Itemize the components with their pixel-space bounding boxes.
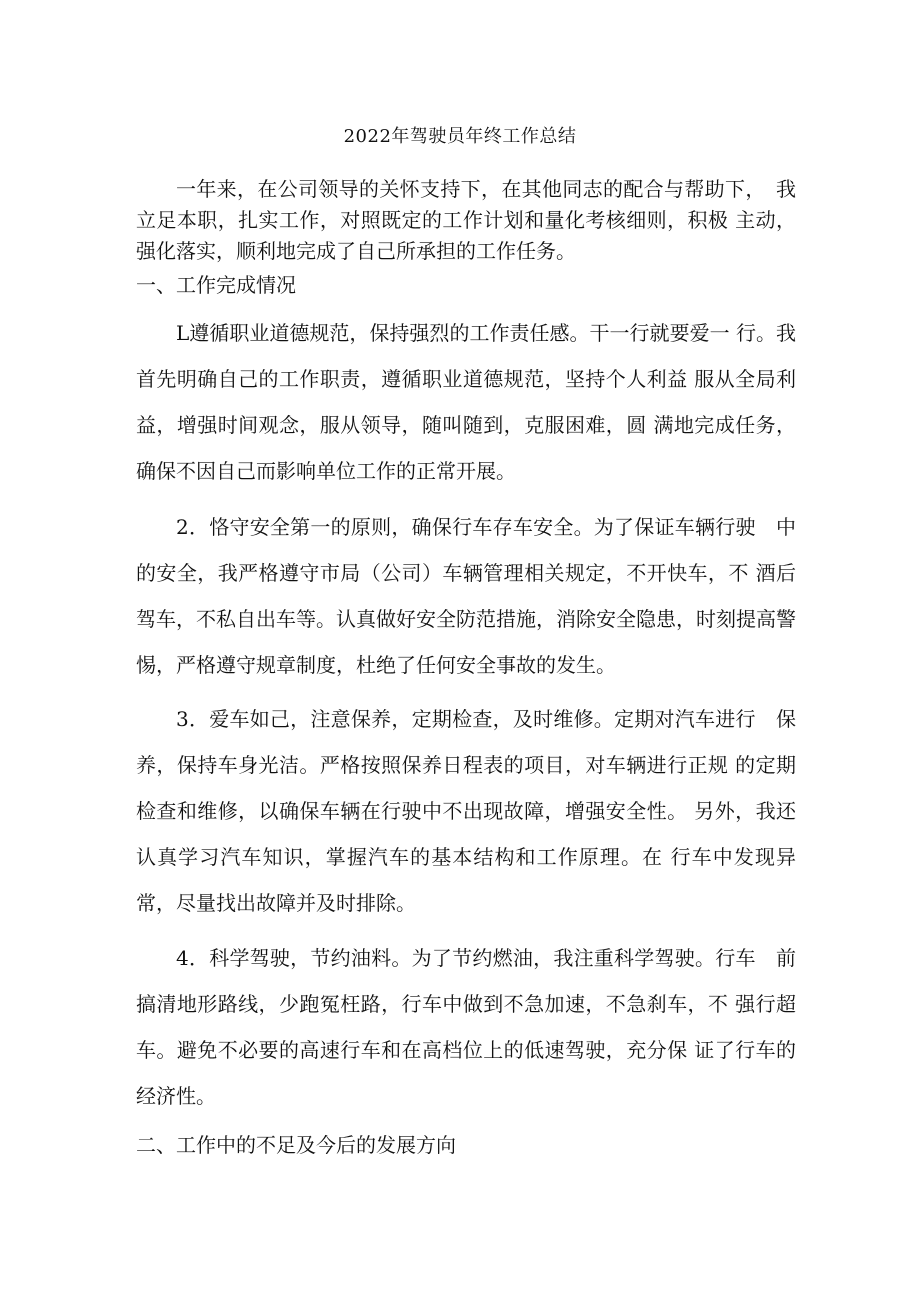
section-heading-shortcomings: 二、工作中的不足及今后的发展方向 [136, 1133, 456, 1157]
section-heading-work-completion: 一、工作完成情况 [136, 273, 296, 297]
paragraph-item-4: 4．科学驾驶，节约油料。为了节约燃油，我注重科学驾驶。行车 前搞清地形路线，少跑冤枉路，行车中做到不急加速，不急刹车，不 强行超车。避免不必要的高速行车和在高档位上的低速驾驶，充分保 证了行车的经济性。 [136, 946, 796, 1108]
paragraph-item-3: 3．爱车如己，注意保养，定期检查，及时维修。定期对汽车进行 保养，保持车身光洁。严格按照保养日程表的项目，对车辆进行正规 的定期检查和维修，以确保车辆在行驶中不出现故障，增强安全性。 另外，我还认真学习汽车知识，掌握汽车的基本结构和工作原理。在 行车中发现异常，尽量找出故障并及时排除。 [136, 707, 796, 915]
document-title: 2022年驾驶员年终工作总结 [343, 126, 577, 147]
paragraph-item-1: L遵循职业道德规范，保持强烈的工作责任感。干一行就要爱一 行。我首先明确自己的工作职责，遵循职业道德规范，坚持个人利益 服从全局利益，增强时间观念，服从领导，随叫随到，克服困难，圆 满地完成任务，确保不因自己而影响单位工作的正常开展。 [136, 321, 796, 483]
intro-paragraph: 一年来，在公司领导的关怀支持下，在其他同志的配合与帮助下， 我立足本职，扎实工作，对照既定的工作计划和量化考核细则，积极 主动，强化落实，顺利地完成了自己所承担的工作任务。 [136, 177, 796, 263]
paragraph-item-2: 2．恪守安全第一的原则，确保行车存车安全。为了保证车辆行驶 中的安全，我严格遵守市局（公司）车辆管理相关规定，不开快车，不 酒后驾车，不私自出车等。认真做好安全防范措施，消除安全隐患，时刻提高警惕，严格遵守规章制度，杜绝了任何安全事故的发生。 [136, 515, 796, 677]
